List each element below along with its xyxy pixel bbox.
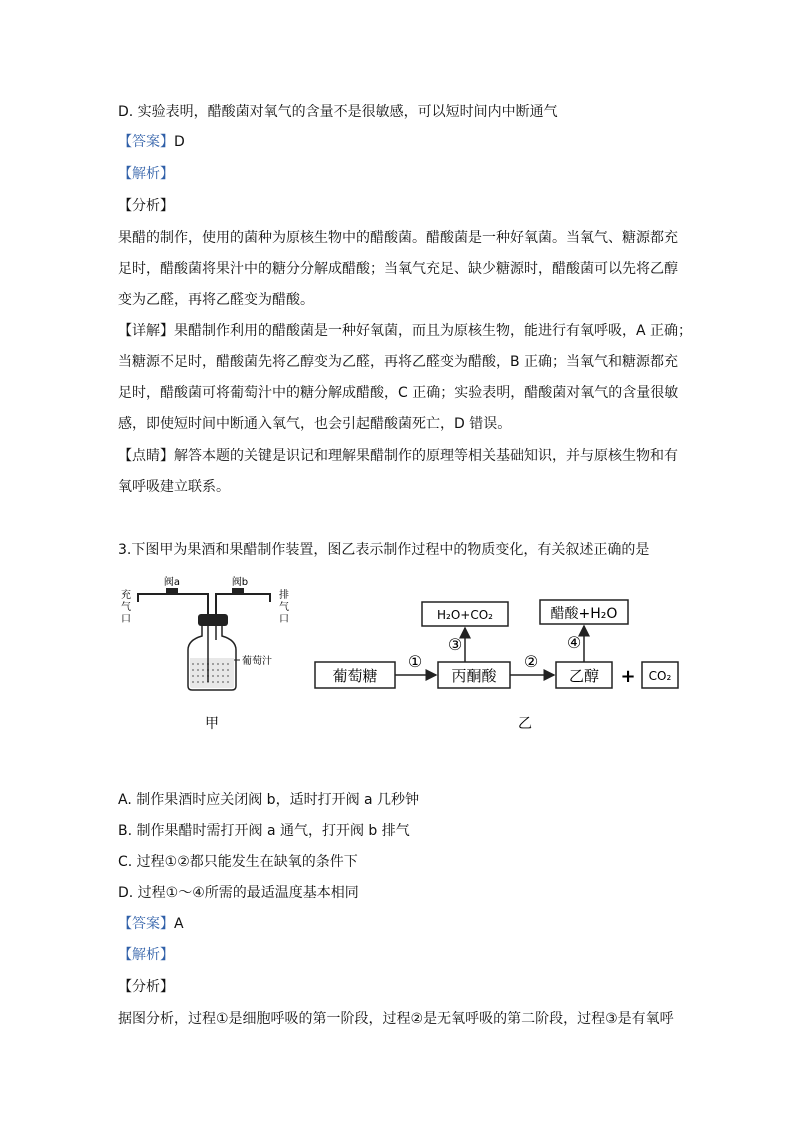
pyruvate-label: 丙酮酸 <box>451 667 497 685</box>
answer-tag: 【答案】 <box>118 134 174 150</box>
grape-juice-label: 葡萄汁 <box>242 656 272 667</box>
valve-b-label: 阀b <box>231 577 249 588</box>
option-a: A. 制作果酒时应关闭阀 b，适时打开阀 a 几秒钟 <box>118 792 420 808</box>
answer-tag: 【答案】 <box>118 916 174 932</box>
key-point-line: 【点睛】解答本题的关键是识记和理解果醋制作的原理等相关基础知识，并与原核生物和有 <box>118 448 678 464</box>
valve-a-label: 阀a <box>163 577 181 588</box>
detail-line: 足时，醋酸菌可将葡萄汁中的糖分解成醋酸，C 正确；实验表明，醋酸菌对氧气的含量很敏 <box>118 385 679 401</box>
fenxi-heading-2: 【分析】 <box>118 979 174 995</box>
ethanol-label: 乙醇 <box>568 667 600 685</box>
paragraph-line: 果醋的制作，使用的菌种为原核生物中的醋酸菌。醋酸菌是一种好氧菌。当氧气、糖源都充 <box>118 230 678 246</box>
outlet-label-2: 气 <box>279 602 289 613</box>
plus-sign: + <box>620 666 636 687</box>
detail-line: 【详解】果醋制作利用的醋酸菌是一种好氧菌，而且为原核生物，能进行有氧呼吸，A 正确； <box>118 323 693 339</box>
inlet-label-3: 口 <box>121 614 131 625</box>
outlet-label-3: 口 <box>279 614 289 625</box>
co2-label: CO₂ <box>648 669 672 683</box>
key-point-line: 氧呼吸建立联系。 <box>118 479 230 495</box>
paragraph-line: 变为乙醛，再将乙醛变为醋酸。 <box>118 292 314 308</box>
detail-line: 当糖源不足时，醋酸菌先将乙醇变为乙醛，再将乙醛变为醋酸，B 正确；当氧气和糖源都充 <box>118 354 679 370</box>
answer-value: A <box>174 916 184 932</box>
outlet-label-1: 排 <box>279 590 289 601</box>
figure-yi-label: 乙 <box>518 716 532 732</box>
question-3-stem: 3.下图甲为果酒和果醋制作装置，图乙表示制作过程中的物质变化，有关叙述正确的是 <box>118 542 650 558</box>
valve-b <box>232 588 244 594</box>
glucose-label: 葡萄糖 <box>332 667 378 685</box>
answer-line-1 <box>118 132 185 152</box>
analysis-heading-2: 【解析】 <box>118 947 174 963</box>
acetic-acid-label: 醋酸+H₂O <box>550 606 618 622</box>
answer-value: D <box>174 134 185 150</box>
paragraph-line-last: 据图分析，过程①是细胞呼吸的第一阶段，过程②是无氧呼吸的第二阶段，过程③是有氧呼 <box>118 1011 674 1027</box>
step-2-label: ② <box>523 652 539 671</box>
valve-a <box>166 588 178 594</box>
step-3-label: ③ <box>447 635 463 654</box>
fenxi-heading-1: 【分析】 <box>118 198 174 214</box>
option-d-previous: D. 实验表明，醋酸菌对氧气的含量不是很敏感，可以短时间内中断通气 <box>118 104 558 120</box>
figure-fermentation <box>120 570 680 740</box>
option-b: B. 制作果醋时需打开阀 a 通气，打开阀 b 排气 <box>118 823 410 839</box>
h2o-co2-label: H₂O+CO₂ <box>437 608 493 622</box>
step-1-label: ① <box>407 652 423 671</box>
inlet-label-2: 气 <box>121 602 131 613</box>
figure-jia-label: 甲 <box>205 716 219 732</box>
grape-juice <box>190 658 234 688</box>
option-c: C. 过程①②都只能发生在缺氧的条件下 <box>118 854 358 870</box>
paragraph-line: 足时，醋酸菌将果汁中的糖分分解成醋酸；当氧气充足、缺少糖源时，醋酸菌可以先将乙醇 <box>118 261 678 277</box>
option-d: D. 过程①～④所需的最适温度基本相同 <box>118 885 359 901</box>
step-4-label: ④ <box>566 633 582 652</box>
inlet-label-1: 充 <box>121 590 131 601</box>
answer-line-2 <box>118 914 184 934</box>
inlet-pipe <box>138 594 208 626</box>
bottle-stopper <box>198 614 228 626</box>
detail-line: 感，即使短时间中断通入氧气，也会引起醋酸菌死亡，D 错误。 <box>118 416 512 432</box>
analysis-heading-1: 【解析】 <box>118 166 174 182</box>
figure-svg <box>120 570 680 740</box>
